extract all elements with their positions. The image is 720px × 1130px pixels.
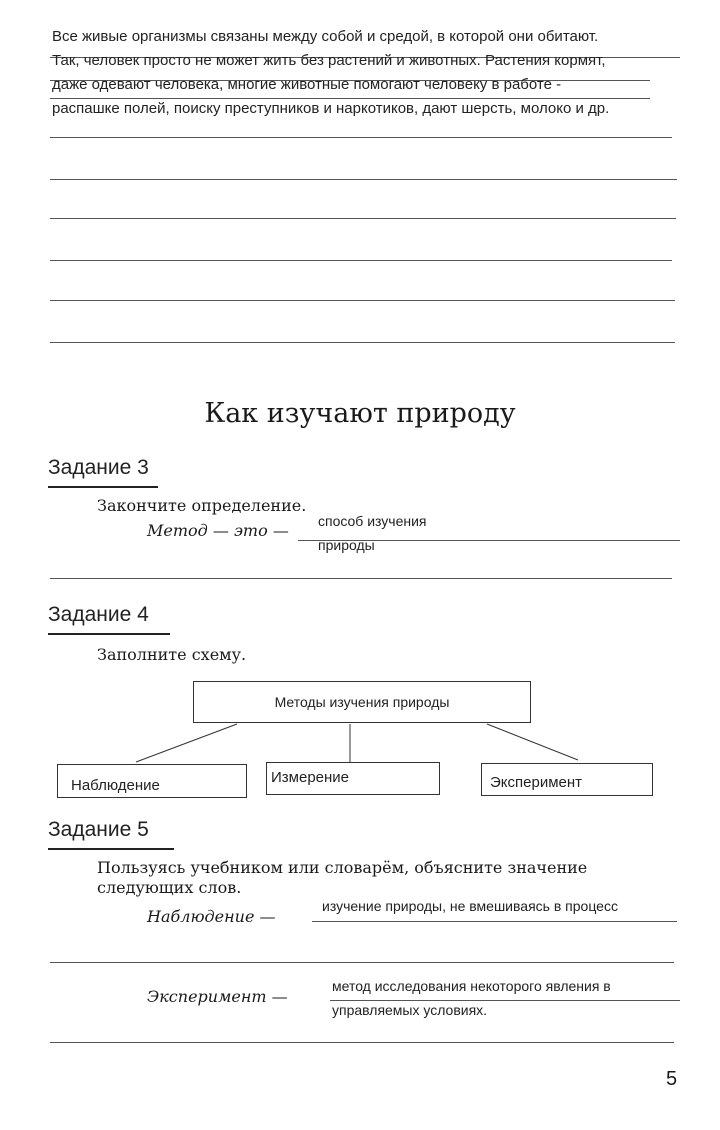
task-3-term: Метод — это —	[147, 521, 289, 540]
task-3-answer: природы	[318, 537, 375, 553]
task-3-label: Задание 3	[48, 456, 149, 479]
task-3-answer: способ изучения	[318, 513, 427, 529]
answer-experiment: управляемых условиях.	[332, 1002, 488, 1018]
task-5-label: Задание 5	[48, 818, 149, 841]
task-5-instruction: следующих слов.	[97, 878, 242, 897]
scheme-box-observation	[57, 764, 247, 798]
intro-line: распашке полей, поиску преступников и наркотиков, дают шерсть, молоко и др.	[52, 100, 610, 117]
task-3-instruction: Закончите определение.	[97, 496, 307, 515]
scheme-child-label: Эксперимент	[490, 774, 583, 791]
intro-line: Все живые организмы связаны между собой и средой, в которой они обитают.	[52, 28, 599, 45]
answer-observation: изучение природы, не вмешиваясь в процесс	[322, 898, 618, 914]
scheme-child-label: Измерение	[271, 769, 350, 786]
page-number: 5	[666, 1068, 678, 1090]
scheme-child-label: Наблюдение	[71, 777, 160, 794]
answer-experiment: метод исследования некоторого явления в	[332, 978, 611, 994]
intro-line: Так, человек просто не может жить без растений и животных. Растения кормят,	[52, 52, 606, 69]
task-4-instruction: Заполните схему.	[97, 645, 247, 664]
scheme-box-measurement	[266, 762, 440, 795]
task-4-label: Задание 4	[48, 603, 149, 626]
intro-line: даже одевают человека, многие животные помогают человеку в работе -	[52, 76, 562, 93]
term-experiment: Эксперимент —	[147, 987, 288, 1006]
section-title: Как изучают природу	[204, 398, 516, 429]
term-observation: Наблюдение —	[147, 907, 276, 926]
scheme-root-label: Методы изучения природы	[274, 694, 450, 710]
scheme-box-experiment	[481, 763, 653, 796]
task-5-instruction: Пользуясь учебником или словарём, объясните значение	[97, 858, 588, 877]
